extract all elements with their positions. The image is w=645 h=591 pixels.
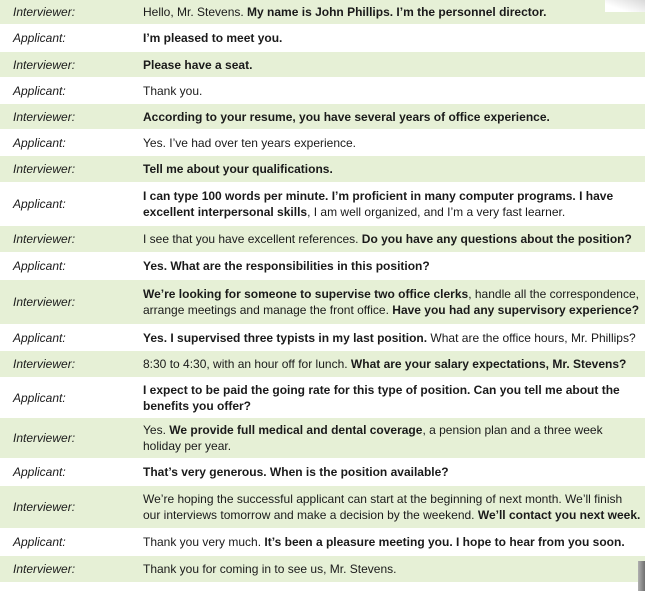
page-curl-decoration	[605, 0, 645, 12]
dialogue-row	[0, 25, 645, 52]
dialogue-line	[143, 258, 645, 274]
dialogue-line	[143, 109, 645, 125]
dialogue-line	[143, 330, 645, 346]
page-edge-decoration	[638, 561, 645, 591]
dialogue-row	[0, 418, 645, 459]
dialogue-line	[143, 422, 645, 454]
speaker-label: Interviewer:	[13, 162, 76, 176]
speaker-label: Interviewer:	[13, 5, 76, 19]
plain-phrase: , handle all the correspondence, arrange meetings and manage the front office.	[143, 287, 639, 317]
dialogue-row	[0, 226, 645, 253]
dialogue-row	[0, 378, 645, 418]
dialogue-row	[0, 52, 645, 78]
dialogue-row	[0, 325, 645, 351]
plain-phrase: 8:30 to 4:30, with an hour off for lunch.	[143, 357, 351, 371]
plain-phrase: Yes.	[143, 423, 170, 437]
dialogue-line	[143, 231, 645, 247]
dialogue-row	[0, 351, 645, 378]
bold-phrase: I can type 100 words per minute. I’m proficient in many computer programs. I have excellent interpersonal skills	[143, 189, 614, 219]
dialogue-row	[0, 0, 645, 25]
speaker-label: Applicant:	[13, 135, 66, 150]
dialogue-line	[143, 83, 645, 99]
dialogue-line	[143, 4, 645, 20]
bold-phrase: I’m pleased to meet you.	[143, 31, 283, 45]
dialogue-line	[143, 561, 645, 577]
dialogue-row	[0, 78, 645, 104]
speaker-label: Applicant:	[13, 465, 66, 479]
dialogue-line	[143, 464, 645, 480]
bold-phrase: We provide full medical and dental coverage	[169, 423, 423, 437]
dialogue-row	[0, 280, 645, 325]
speaker-label: Applicant:	[13, 390, 66, 405]
dialogue-row	[0, 486, 645, 529]
bold-phrase: Yes. I supervised three typists in my last position.	[143, 330, 428, 345]
plain-phrase: Thank you very much.	[143, 535, 265, 549]
plain-phrase: Yes. I’ve had over ten years experience.	[143, 135, 357, 150]
dialogue-line	[143, 356, 645, 372]
speaker-label: Interviewer:	[13, 357, 76, 371]
speaker-label: Applicant:	[13, 197, 66, 211]
speaker-label: Interviewer:	[13, 431, 76, 445]
speaker-label: Applicant:	[13, 83, 66, 98]
dialogue-line	[143, 30, 645, 46]
dialogue-line	[143, 534, 645, 550]
plain-phrase: , I am well organized, and I’m a very fast learner.	[307, 205, 566, 219]
speaker-label: Interviewer:	[13, 57, 76, 72]
plain-phrase: What are the office hours, Mr. Phillips?	[427, 330, 636, 345]
dialogue-row	[0, 130, 645, 156]
dialogue-row	[0, 156, 645, 183]
bold-phrase: I expect to be paid the going rate for this type of position. Can you tell me about the benefits you offer?	[143, 382, 620, 413]
dialogue-row	[0, 529, 645, 556]
speaker-label: Applicant:	[13, 535, 66, 549]
dialogue-line	[143, 135, 645, 151]
bold-phrase: According to your resume, you have several years of office experience.	[143, 109, 550, 124]
bold-phrase: We’re looking for someone to supervise two office clerks	[143, 287, 469, 301]
bold-phrase: That’s very generous. When is the position available?	[143, 465, 449, 479]
bold-phrase: What are your salary expectations, Mr. Stevens?	[350, 357, 627, 371]
bold-phrase: Tell me about your qualifications.	[143, 162, 333, 176]
dialogue-row	[0, 253, 645, 280]
plain-phrase: I see that you have excellent references.	[143, 232, 362, 246]
bold-phrase: My name is John Phillips. I’m the personnel director.	[247, 5, 547, 19]
speaker-label: Applicant:	[13, 31, 66, 45]
speaker-label: Applicant:	[13, 259, 66, 273]
dialogue-row	[0, 459, 645, 486]
bold-phrase: It’s been a pleasure meeting you. I hope to hear from you soon.	[264, 535, 625, 549]
bold-phrase: Do you have any questions about the position?	[361, 232, 632, 246]
bold-phrase: We’ll contact you next week.	[477, 508, 641, 522]
plain-phrase: , a pension plan and a three week holiday per year.	[143, 423, 603, 453]
speaker-label: Interviewer:	[13, 295, 76, 309]
speaker-label: Interviewer:	[13, 109, 76, 124]
dialogue-line	[143, 161, 645, 177]
dialogue-line	[143, 188, 645, 220]
plain-phrase: Hello, Mr. Stevens.	[143, 5, 248, 19]
bold-phrase: Have you had any supervisory experience?	[392, 303, 640, 317]
dialogue-line	[143, 491, 645, 523]
plain-phrase: Thank you.	[143, 83, 203, 98]
dialogue-line	[143, 286, 645, 318]
speaker-label: Interviewer:	[13, 232, 76, 246]
bold-phrase: Yes. What are the responsibilities in this position?	[143, 259, 430, 273]
dialogue-line	[143, 57, 645, 73]
dialogue-row	[0, 104, 645, 130]
speaker-label: Interviewer:	[13, 562, 76, 576]
dialogue-row	[0, 183, 645, 226]
plain-phrase: We’re hoping the successful applicant can start at the beginning of next month. We’ll finish our interviews tomorrow and make a decision by the weekend.	[143, 492, 623, 522]
bold-phrase: Please have a seat.	[143, 57, 253, 72]
dialogue-row	[0, 556, 645, 583]
plain-phrase: Thank you for coming in to see us, Mr. Stevens.	[143, 562, 397, 576]
dialogue-line	[143, 382, 645, 414]
speaker-label: Interviewer:	[13, 500, 76, 514]
speaker-label: Applicant:	[13, 330, 66, 345]
